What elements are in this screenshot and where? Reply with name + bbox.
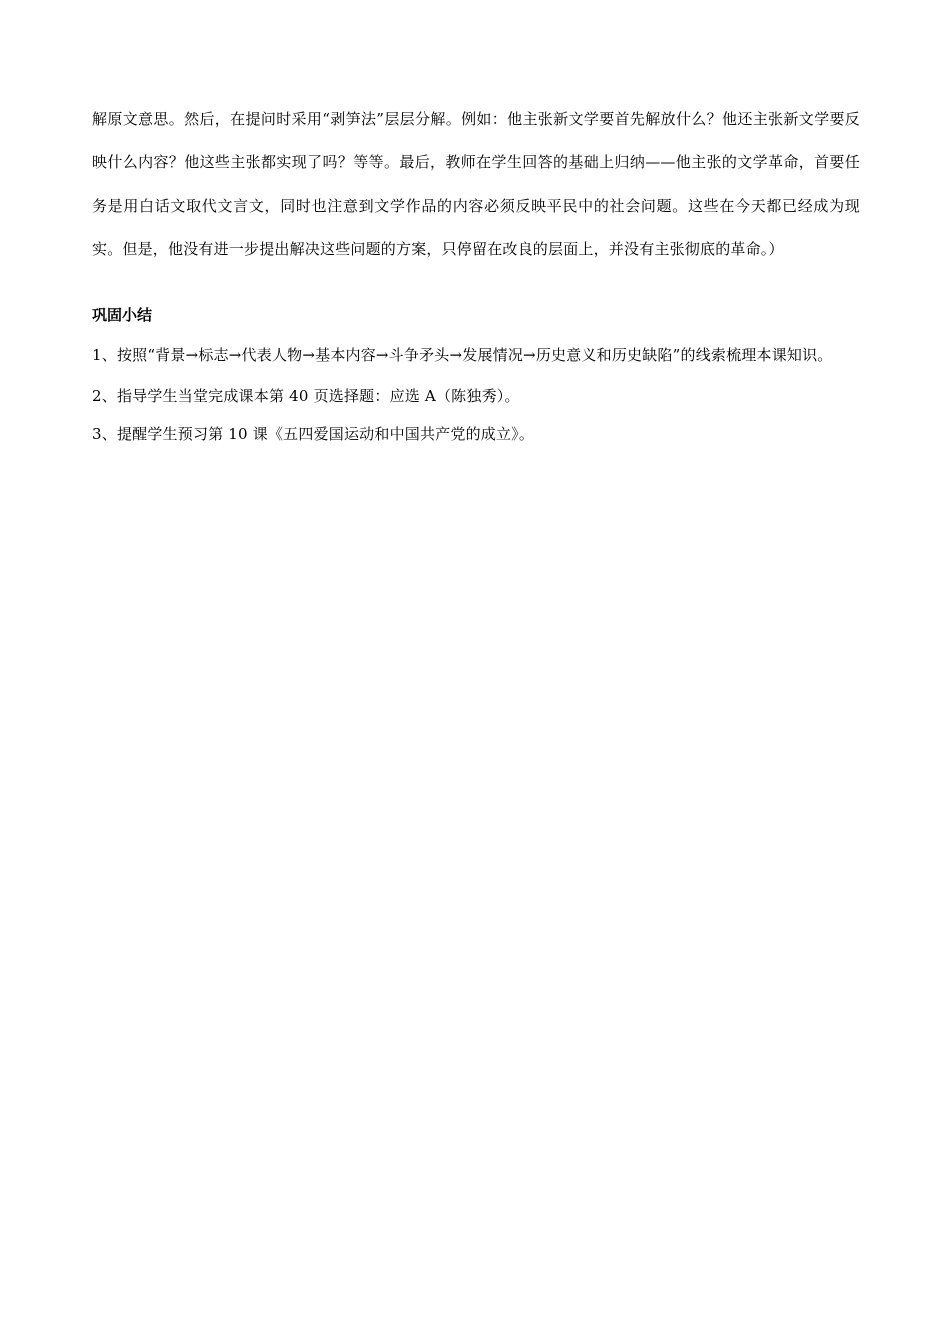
summary-item-1: 1、按照“背景→标志→代表人物→基本内容→斗争矛头→发展情况→历史意义和历史缺陷”的线索梳理本课知识。 <box>92 345 833 364</box>
summary-item-2: 2、指导学生当堂完成课本第 40 页选择题：应选 A（陈独秀）。 <box>92 386 520 405</box>
document-body <box>92 98 860 453</box>
intro-paragraph: 解原文意思。然后，在提问时采用“剥笋法”层层分解。例如：他主张新文学要首先解放什么？他还主张新文学要反映什么内容？他这些主张都实现了吗？等等。最后，教师在学生回答的基础上归纳——他主张的文学革命，首要任务是用白话文取代文言文，同时也注意到文学作品的内容必须反映平民中的社会问题。这些在今天都已经成为现实。但是，他没有进一步提出解决这些问题的方案，只停留在改良的层面上，并没有主张彻底的革命。） <box>92 110 860 259</box>
summary-item-3: 3、提醒学生预习第 10 课《五四爱国运动和中国共产党的成立》。 <box>92 424 535 443</box>
summary-list <box>92 334 860 453</box>
summary-heading: 巩固小结 <box>92 305 153 324</box>
